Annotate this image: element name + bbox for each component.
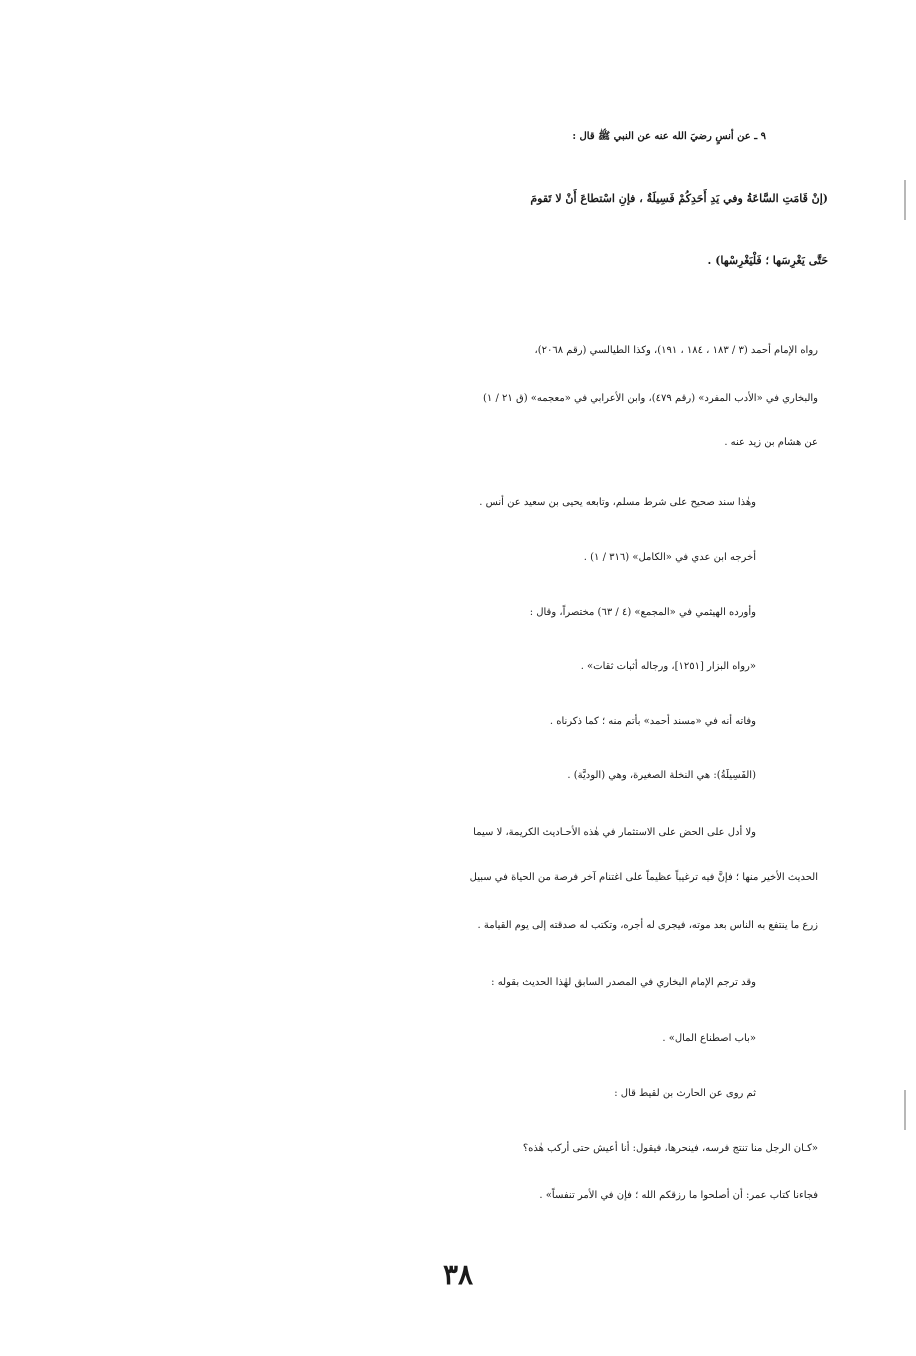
commentary-line-5: أخرجه ابن عدي في «الكامل» (٣١٦ / ١) .	[583, 552, 756, 563]
hadith-text-line-2: حَتَّى يَغْرِسَها ؛ فَلْيَغْرِسْها) .	[707, 254, 828, 267]
commentary-line-14: «باب اصطناع المال» .	[662, 1033, 756, 1044]
commentary-line-1: رواه الإمام أحمد (٣ / ١٨٣ ، ١٨٤ ، ١٩١)، وكذا الطيالسي (رقم ٢٠٦٨)،	[534, 345, 818, 356]
commentary-line-8: وفاته أنه في «مسند أحمد» بأتم منه ؛ كما ذكرناه .	[549, 716, 756, 727]
commentary-line-11: الحديث الأخير منها ؛ فإنَّ فيه ترغيباً عظيماً على اغتنام آخر فرصة من الحياة في سبيل	[469, 872, 818, 883]
page-number: ٣٨	[442, 1258, 474, 1291]
commentary-line-4: وهٰذا سند صحيح على شرط مسلم، وتابعه يحيى بن سعيد عن أنس .	[479, 497, 756, 508]
hadith-text-line-1: (إنْ قَامَتِ السَّاعَةُ وفي يَدِ أَحَدِكُمْ فَسِيلَةٌ ، فإنِ اسْتطاعَ أَنْ لا تَقومَ	[530, 192, 828, 205]
commentary-line-9: (الفَسِيلَةُ): هي النخلة الصغيرة، وهي (الوديَّة) .	[567, 770, 756, 781]
commentary-line-6: وأورده الهيثمي في «المجمع» (٤ / ٦٣) مختصراً، وقال :	[529, 607, 756, 618]
commentary-line-15: ثم روى عن الحارث بن لقيط قال :	[614, 1088, 756, 1099]
commentary-line-12: زرع ما ينتفع به الناس بعد موته، فيجرى له أجره، وتكتب له صدقته إلى يوم القيامة .	[477, 920, 818, 931]
scan-edge-mark-bottom	[904, 1090, 906, 1130]
commentary-line-17: فجاءنا كتاب عمر: أن أصلحوا ما رزقكم الله ؛ فإن في الأمر تنفساً» .	[539, 1190, 818, 1201]
commentary-line-10: ولا أدل على الحض على الاستثمار في هٰذه الأحـاديث الكريمة، لا سيما	[473, 827, 756, 838]
commentary-line-3: عن هشام بن زيد عنه .	[724, 437, 818, 448]
commentary-line-13: وقد ترجم الإمام البخاري في المصدر السابق لهٰذا الحديث بقوله :	[491, 977, 756, 988]
hadith-title: ٩ ـ عن أنسٍ رضيَ الله عنه عن النبي ﷺ قال :	[572, 131, 766, 142]
commentary-line-7: «رواه البزار [١٢٥١]، ورجاله أثبات ثقات» .	[580, 661, 756, 672]
scan-edge-mark-top	[904, 180, 906, 220]
commentary-line-16: «كـان الرجل منا تنتج فرسه، فينحرها، فيقول: أنا أعيش حتى أركب هٰذه؟	[522, 1143, 818, 1154]
commentary-line-2: والبخاري في «الأدب المفرد» (رقم ٤٧٩)، وابن الأعرابي في «معجمه» (ق ٢١ / ١)	[483, 393, 818, 404]
